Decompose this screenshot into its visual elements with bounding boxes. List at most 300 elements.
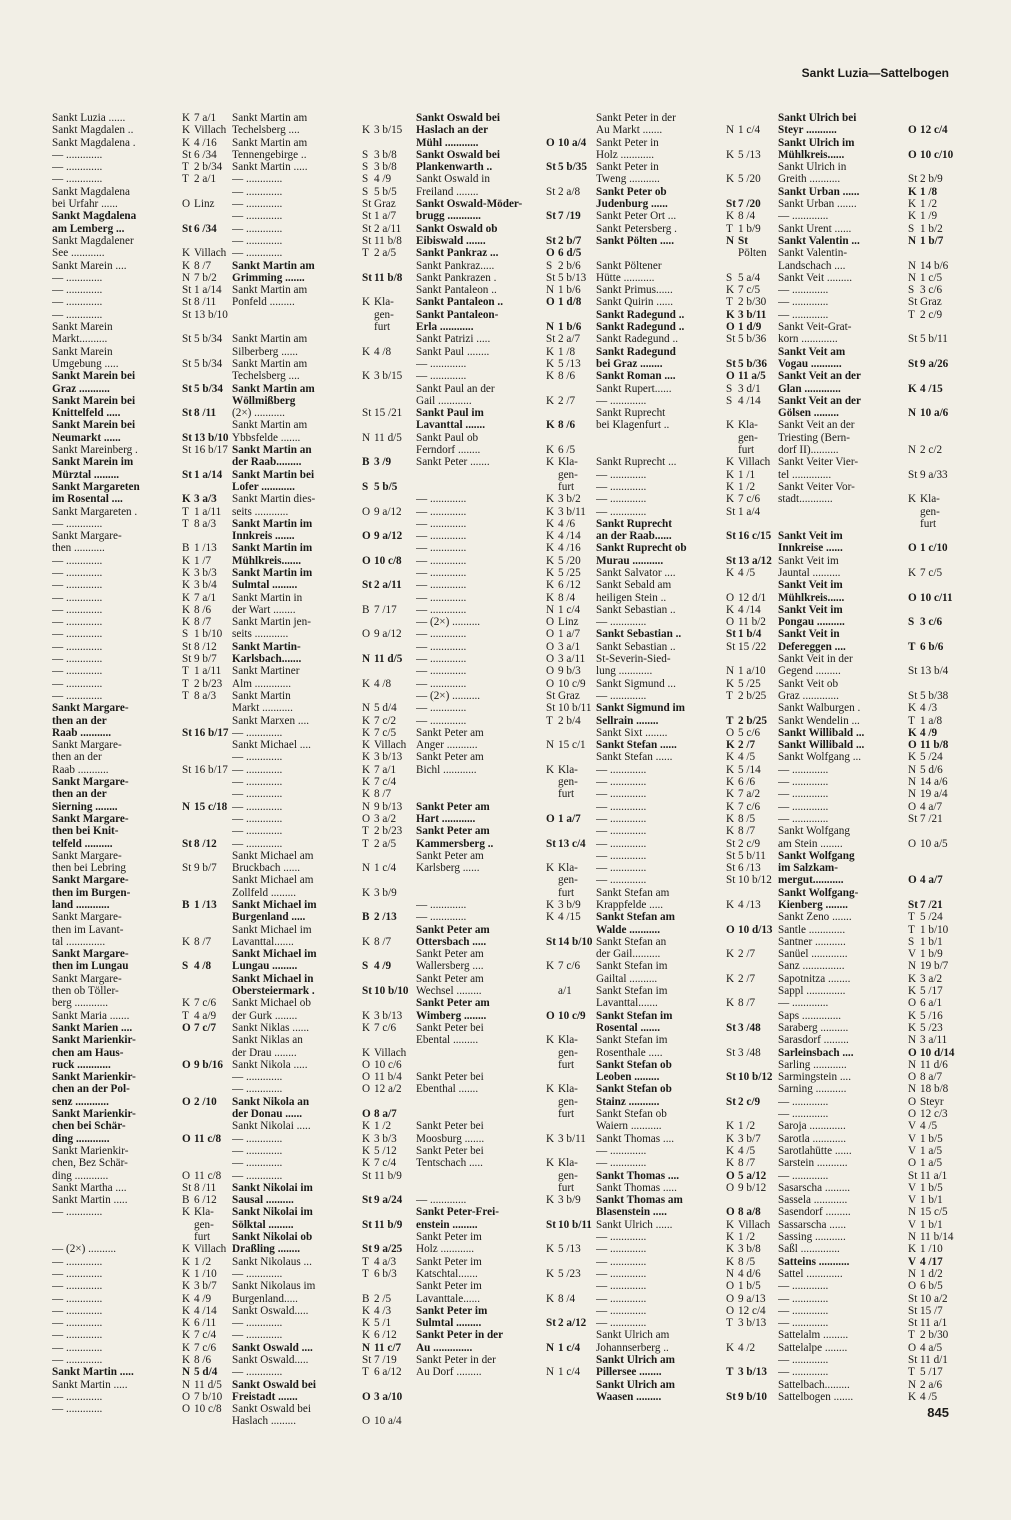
index-entry xyxy=(596,764,772,776)
index-entry xyxy=(416,260,592,272)
entry-grid-ref: 4 a/3 xyxy=(374,1255,397,1268)
entry-grid-ref: 1 /2 xyxy=(738,1231,756,1244)
entry-grid-ref: gen- xyxy=(920,505,940,518)
entry-grid-ref: Kla- xyxy=(558,1034,578,1047)
entry-region: S xyxy=(362,480,369,493)
entry-grid-ref: 3 b/9 xyxy=(558,899,581,911)
entry-name: Innkreis ....... xyxy=(232,530,295,543)
entry-name: Sarning ........... xyxy=(778,1083,847,1096)
entry-name: — ............. xyxy=(596,468,647,481)
entry-region xyxy=(182,973,194,985)
entry-name: Sausal .......... xyxy=(232,1194,294,1207)
entry-region: K xyxy=(726,677,735,690)
entry-name: then bei Knit- xyxy=(52,825,119,838)
entry-name: — ............. xyxy=(52,1280,103,1293)
entry-grid-ref: Villach xyxy=(194,247,227,260)
entry-grid-ref xyxy=(738,1010,772,1022)
index-entry xyxy=(778,604,954,616)
index-entry xyxy=(416,309,592,321)
entry-name: Sankt Ulrich am xyxy=(596,1353,675,1366)
index-entry xyxy=(596,936,772,948)
index-entry xyxy=(232,678,408,690)
entry-grid-ref: 10 c/8 xyxy=(194,1403,222,1416)
index-entry xyxy=(416,1096,592,1108)
entry-region: T xyxy=(726,296,733,309)
index-entry xyxy=(778,506,954,518)
entry-region: K xyxy=(182,136,191,149)
entry-region: K xyxy=(726,1255,735,1268)
entry-grid-ref xyxy=(558,948,592,960)
entry-name: der Drau ........ xyxy=(232,1046,297,1059)
entry-grid-ref: 1 a/11 xyxy=(194,505,222,518)
entry-region: K xyxy=(726,899,735,911)
entry-name: Lavanttal....... xyxy=(232,935,294,948)
entry-name: — ............. xyxy=(232,1366,283,1379)
entry-region xyxy=(546,223,558,235)
entry-grid-ref: 4 /13 xyxy=(738,899,761,911)
entry-grid-ref: 10 b/10 xyxy=(374,985,409,998)
entry-grid-ref xyxy=(374,1096,408,1108)
entry-name: Rosenthale ..... xyxy=(596,1046,663,1059)
entry-name: Sankt Marein xyxy=(52,321,113,334)
entry-region: K xyxy=(908,210,917,223)
entry-grid-ref xyxy=(374,542,408,554)
entry-grid-ref: 8 /6 xyxy=(194,603,212,616)
entry-grid-ref: furt xyxy=(558,788,575,801)
index-entry xyxy=(52,665,228,677)
entry-name: — ............. xyxy=(52,603,103,616)
index-entry xyxy=(596,1047,772,1059)
entry-region: K xyxy=(362,739,371,752)
index-entry xyxy=(778,518,954,530)
entry-grid-ref xyxy=(738,887,772,899)
entry-grid-ref: 1 b/2 xyxy=(920,222,943,235)
entry-name: — ............. xyxy=(416,714,467,727)
entry-name: Sankt Marein im xyxy=(52,456,134,469)
entry-region: St xyxy=(908,1304,918,1317)
entry-grid-ref: Graz xyxy=(558,689,580,702)
entry-grid-ref xyxy=(194,419,228,431)
entry-region: T xyxy=(182,517,189,530)
index-entry xyxy=(232,137,408,149)
entry-name: — ............. xyxy=(52,1329,103,1342)
entry-grid-ref: 8 /11 xyxy=(194,407,217,420)
entry-region: K xyxy=(908,702,917,715)
index-entry xyxy=(778,1133,954,1145)
entry-region xyxy=(908,456,920,468)
entry-region: St xyxy=(546,935,556,948)
entry-name: Waasen ......... xyxy=(596,1390,662,1403)
entry-name: Sierning ........ xyxy=(52,800,118,813)
entry-name: Sankt Nikolaus ... xyxy=(232,1255,312,1268)
entry-name: Murau ........... xyxy=(596,554,664,567)
entry-name: — ............. xyxy=(232,198,283,211)
index-entry xyxy=(52,1403,228,1415)
index-entry xyxy=(232,432,408,444)
entry-name: Sankt Veit in xyxy=(778,628,840,641)
entry-region: O xyxy=(362,628,371,641)
entry-region: St xyxy=(362,198,372,211)
entry-name: Bruckbach ...... xyxy=(232,862,301,875)
index-entry xyxy=(596,788,772,800)
entry-region: K xyxy=(726,148,735,161)
entry-name: Santle ............. xyxy=(778,923,846,936)
entry-grid-ref: 5 b/34 xyxy=(194,357,223,370)
entry-grid-ref: 10 c/11 xyxy=(920,591,953,604)
index-entry xyxy=(596,296,772,308)
entry-grid-ref: 7 /21 xyxy=(920,899,943,911)
entry-region xyxy=(908,850,920,862)
entry-name: Sankt Martin am xyxy=(232,357,308,370)
index-entry xyxy=(416,1157,592,1169)
index-entry xyxy=(52,383,228,395)
entry-grid-ref: 7 c/7 xyxy=(194,1021,217,1034)
entry-name: Sankt Margareten . xyxy=(52,505,138,518)
entry-region xyxy=(362,333,374,345)
entry-name: Sankt Martin am xyxy=(232,259,315,272)
entry-grid-ref: 3 b/13 xyxy=(374,1009,403,1022)
index-entry xyxy=(52,678,228,690)
entry-grid-ref: 3 /48 xyxy=(738,1046,761,1059)
entry-region: K xyxy=(182,1255,191,1268)
entry-name: Sankt Peter am xyxy=(416,972,484,985)
entry-name: — ............. xyxy=(52,640,103,653)
index-entry xyxy=(596,149,772,161)
entry-region: S xyxy=(908,616,915,629)
entry-grid-ref: Graz xyxy=(374,198,396,211)
index-entry xyxy=(416,493,592,505)
entry-grid-ref xyxy=(920,112,954,124)
entry-grid-ref xyxy=(194,751,228,763)
index-entry xyxy=(778,641,954,653)
entry-region: T xyxy=(362,1255,369,1268)
entry-name: Ponfeld ......... xyxy=(232,296,295,309)
entry-grid-ref: 13 b/10 xyxy=(194,431,229,444)
entry-region xyxy=(546,469,558,481)
entry-grid-ref: 3 a/10 xyxy=(374,1390,403,1403)
entry-region xyxy=(546,124,558,136)
index-entry xyxy=(596,346,772,358)
index-entry xyxy=(52,555,228,567)
index-entry xyxy=(416,1145,592,1157)
entry-name: Sankt Sebastian .. xyxy=(596,603,676,616)
index-entry xyxy=(778,788,954,800)
entry-region: K xyxy=(362,1329,371,1342)
entry-region: St xyxy=(908,173,918,186)
entry-grid-ref: 6 a/1 xyxy=(920,997,943,1010)
entry-region: K xyxy=(362,763,371,776)
entry-name: (2×) ........... xyxy=(232,407,285,420)
entry-region: K xyxy=(362,788,371,801)
index-entry xyxy=(232,628,408,640)
entry-name: Krappfelde ..... xyxy=(596,899,664,911)
entry-grid-ref xyxy=(738,911,772,923)
entry-grid-ref: 7 c/6 xyxy=(194,997,217,1010)
entry-region: T xyxy=(726,689,733,702)
entry-grid-ref xyxy=(920,653,954,665)
entry-grid-ref xyxy=(558,432,592,444)
entry-region xyxy=(362,948,374,960)
entry-region: K xyxy=(546,763,555,776)
entry-name: — ............. xyxy=(232,210,283,223)
entry-region: K xyxy=(182,997,191,1010)
entry-grid-ref: Graz xyxy=(920,296,942,309)
entry-name: Sankt Veiter Vor- xyxy=(778,480,855,493)
entry-name: — ............. xyxy=(232,825,283,838)
entry-name: Saßl .............. xyxy=(778,1243,840,1256)
entry-region: N xyxy=(908,271,917,284)
entry-region: T xyxy=(362,1267,369,1280)
entry-region: N xyxy=(908,1034,917,1047)
index-entry xyxy=(416,862,592,874)
entry-region xyxy=(182,456,194,468)
entry-name: — ............. xyxy=(52,616,103,629)
entry-region xyxy=(726,702,738,714)
entry-grid-ref: 5 /13 xyxy=(558,357,581,370)
entry-name: im Rosental .... xyxy=(52,493,123,506)
entry-region: St xyxy=(182,444,192,457)
index-entry xyxy=(596,542,772,554)
entry-region: K xyxy=(546,517,555,530)
entry-region xyxy=(546,1206,558,1218)
entry-grid-ref: 2 a/12 xyxy=(558,1317,587,1330)
entry-grid-ref: Linz xyxy=(558,616,579,629)
entry-grid-ref xyxy=(374,1403,408,1415)
index-entry xyxy=(596,1108,772,1120)
entry-region: N xyxy=(908,1206,917,1219)
entry-grid-ref: 1 /2 xyxy=(738,1120,756,1133)
entry-name: — ............. xyxy=(232,247,283,260)
entry-grid-ref: St xyxy=(738,234,748,247)
entry-grid-ref xyxy=(194,924,228,936)
index-entry xyxy=(416,1120,592,1132)
entry-name: Innkreise ...... xyxy=(778,542,843,555)
entry-name: enstein ......... xyxy=(416,1218,478,1231)
index-entry xyxy=(416,1280,592,1292)
entry-region xyxy=(546,1329,558,1341)
entry-region: St xyxy=(362,579,372,592)
entry-name: Sankt Salvator .... xyxy=(596,566,676,579)
entry-grid-ref: 9 b/16 xyxy=(194,1058,223,1071)
index-entry xyxy=(778,801,954,813)
entry-region: K xyxy=(546,579,555,592)
entry-region: O xyxy=(362,812,371,825)
entry-name: Sankt Peter in der xyxy=(416,1329,504,1342)
index-entry xyxy=(232,764,408,776)
entry-grid-ref xyxy=(920,137,954,149)
entry-region: S xyxy=(726,271,733,284)
entry-grid-ref xyxy=(738,579,772,591)
index-entry xyxy=(416,776,592,788)
entry-grid-ref: 3 b/13 xyxy=(374,751,403,764)
entry-grid-ref: 5 /24 xyxy=(920,911,943,924)
entry-grid-ref: 1 b/4 xyxy=(738,628,762,641)
running-header: Sankt Luzia—Sattelbogen xyxy=(801,66,949,80)
index-entry xyxy=(596,469,772,481)
index-entry xyxy=(52,124,228,136)
index-entry xyxy=(596,838,772,850)
entry-name: — ............. xyxy=(52,271,103,284)
entry-grid-ref: 10 c/9 xyxy=(558,1009,586,1022)
index-entry xyxy=(52,530,228,542)
index-entry xyxy=(596,911,772,923)
entry-region xyxy=(182,1120,194,1132)
index-entry xyxy=(52,260,228,272)
entry-region xyxy=(362,284,374,296)
index-entry xyxy=(416,850,592,862)
entry-grid-ref: 9 a/26 xyxy=(920,357,949,370)
entry-grid-ref: 9 a/25 xyxy=(374,1243,403,1256)
entry-name: — ............. xyxy=(416,911,467,924)
index-entry xyxy=(232,149,408,161)
entry-region: K xyxy=(726,210,735,223)
entry-name: Sankt Veit im xyxy=(778,554,839,567)
entry-region: B xyxy=(362,603,370,616)
index-entry xyxy=(52,1010,228,1022)
entry-name: Kienberg ........ xyxy=(778,899,848,911)
entry-name: Sulmtal ......... xyxy=(232,579,298,592)
index-entry xyxy=(232,1157,408,1169)
entry-region: K xyxy=(362,935,371,948)
index-entry xyxy=(232,702,408,714)
index-entry xyxy=(778,1022,954,1034)
entry-region: S xyxy=(908,222,915,235)
entry-region: O xyxy=(362,505,371,518)
entry-region xyxy=(726,112,738,124)
index-entry xyxy=(232,862,408,874)
index-entry xyxy=(596,1243,772,1255)
entry-grid-ref: 7 c/6 xyxy=(738,493,761,506)
entry-name: Sankt Pankraz..... xyxy=(416,259,495,272)
entry-grid-ref: 3 b/15 xyxy=(374,370,403,383)
entry-region: St xyxy=(726,628,736,641)
index-entry xyxy=(416,419,592,431)
entry-region: K xyxy=(182,1280,191,1293)
entry-grid-ref: 12 c/4 xyxy=(920,124,948,137)
entry-grid-ref xyxy=(558,173,592,185)
index-entry xyxy=(416,874,592,886)
entry-grid-ref: 7 /19 xyxy=(374,1353,397,1366)
index-entry xyxy=(232,346,408,358)
entry-region: K xyxy=(362,886,371,899)
entry-grid-ref: furt xyxy=(558,1181,575,1194)
index-entry xyxy=(52,788,228,800)
entry-name: Sankt Urban ....... xyxy=(778,198,857,211)
entry-name xyxy=(416,776,546,788)
entry-name: Tweng ........... xyxy=(596,173,660,186)
entry-name: Sankt Sebastian .. xyxy=(596,628,682,641)
entry-name: — ............. xyxy=(232,234,283,247)
entry-region xyxy=(908,346,920,358)
entry-grid-ref: 14 b/10 xyxy=(558,935,593,948)
index-entry xyxy=(596,1071,772,1083)
entry-name: Jauntal .......... xyxy=(778,566,841,579)
entry-region: K xyxy=(182,616,191,629)
entry-region: B xyxy=(362,456,370,469)
entry-name: Sankt Martin am xyxy=(232,419,308,432)
entry-name xyxy=(596,432,726,444)
index-entry xyxy=(232,1403,408,1415)
entry-name: — ............. xyxy=(778,788,829,801)
entry-name: Sankt Ruprecht xyxy=(596,517,672,530)
entry-grid-ref: 3 b/8 xyxy=(738,1243,761,1256)
index-entry xyxy=(416,1022,592,1034)
entry-region: K xyxy=(726,1144,735,1157)
index-entry xyxy=(778,1268,954,1280)
entry-grid-ref: 9 b/13 xyxy=(374,800,403,813)
entry-name: Sanüel ............. xyxy=(778,948,848,961)
entry-grid-ref xyxy=(738,1083,772,1095)
entry-grid-ref: 12 c/3 xyxy=(920,1108,948,1121)
entry-name: Sankt Stefan ...... xyxy=(596,739,677,752)
index-entry xyxy=(778,948,954,960)
entry-grid-ref: 3 a/2 xyxy=(920,972,943,985)
index-entry xyxy=(416,960,592,972)
entry-name: Haslach an der xyxy=(416,124,489,137)
index-entry xyxy=(232,1059,408,1071)
entry-region xyxy=(362,444,374,456)
index-entry xyxy=(778,383,954,395)
entry-grid-ref xyxy=(194,985,228,997)
entry-name: Freiland ........ xyxy=(416,185,479,198)
entry-name: — ............. xyxy=(232,1071,283,1084)
entry-grid-ref: 6 a/12 xyxy=(374,1366,402,1379)
entry-region: K xyxy=(182,124,191,137)
index-entry xyxy=(596,739,772,751)
entry-name: — ............. xyxy=(52,1292,103,1305)
index-entry xyxy=(416,887,592,899)
index-entry xyxy=(778,260,954,272)
entry-grid-ref: 8 /7 xyxy=(194,259,212,272)
entry-grid-ref: 8 a/7 xyxy=(920,1071,943,1084)
index-entry xyxy=(232,469,408,481)
index-entry xyxy=(596,112,772,124)
index-entry xyxy=(232,223,408,235)
entry-name: — ............. xyxy=(596,1304,647,1317)
entry-region: N xyxy=(908,259,917,272)
entry-name: — ............. xyxy=(596,689,647,702)
index-entry xyxy=(52,616,228,628)
entry-region: K xyxy=(726,456,735,469)
entry-grid-ref: 9 b/10 xyxy=(738,1390,767,1403)
entry-region xyxy=(726,1194,738,1206)
entry-name: Sankt Martin am xyxy=(232,382,315,395)
entry-region: T xyxy=(182,665,189,678)
entry-name: — ............. xyxy=(52,1267,103,1280)
entry-region xyxy=(362,1379,374,1391)
index-entry xyxy=(52,161,228,173)
entry-name: Sankt Veit am xyxy=(778,345,846,358)
index-entry xyxy=(416,481,592,493)
entry-region: K xyxy=(362,1132,371,1145)
entry-grid-ref: Kla- xyxy=(558,1157,578,1170)
entry-name: Sankt Sigmund ... xyxy=(596,677,676,690)
index-entry xyxy=(778,960,954,972)
index-entry xyxy=(232,1096,408,1108)
entry-name: — ............. xyxy=(52,653,103,666)
index-entry xyxy=(232,1108,408,1120)
entry-region: K xyxy=(546,1243,555,1256)
index-entry xyxy=(416,296,592,308)
entry-region: O xyxy=(726,321,735,334)
index-entry xyxy=(416,1206,592,1218)
index-column-1 xyxy=(52,112,228,1415)
entry-region: O xyxy=(726,1292,735,1305)
entry-name: Sankt Stefan am xyxy=(596,911,675,924)
entry-name: Sankt Valentin- xyxy=(778,247,848,260)
entry-name: Wöllmißberg xyxy=(232,394,296,407)
entry-grid-ref xyxy=(558,198,592,210)
